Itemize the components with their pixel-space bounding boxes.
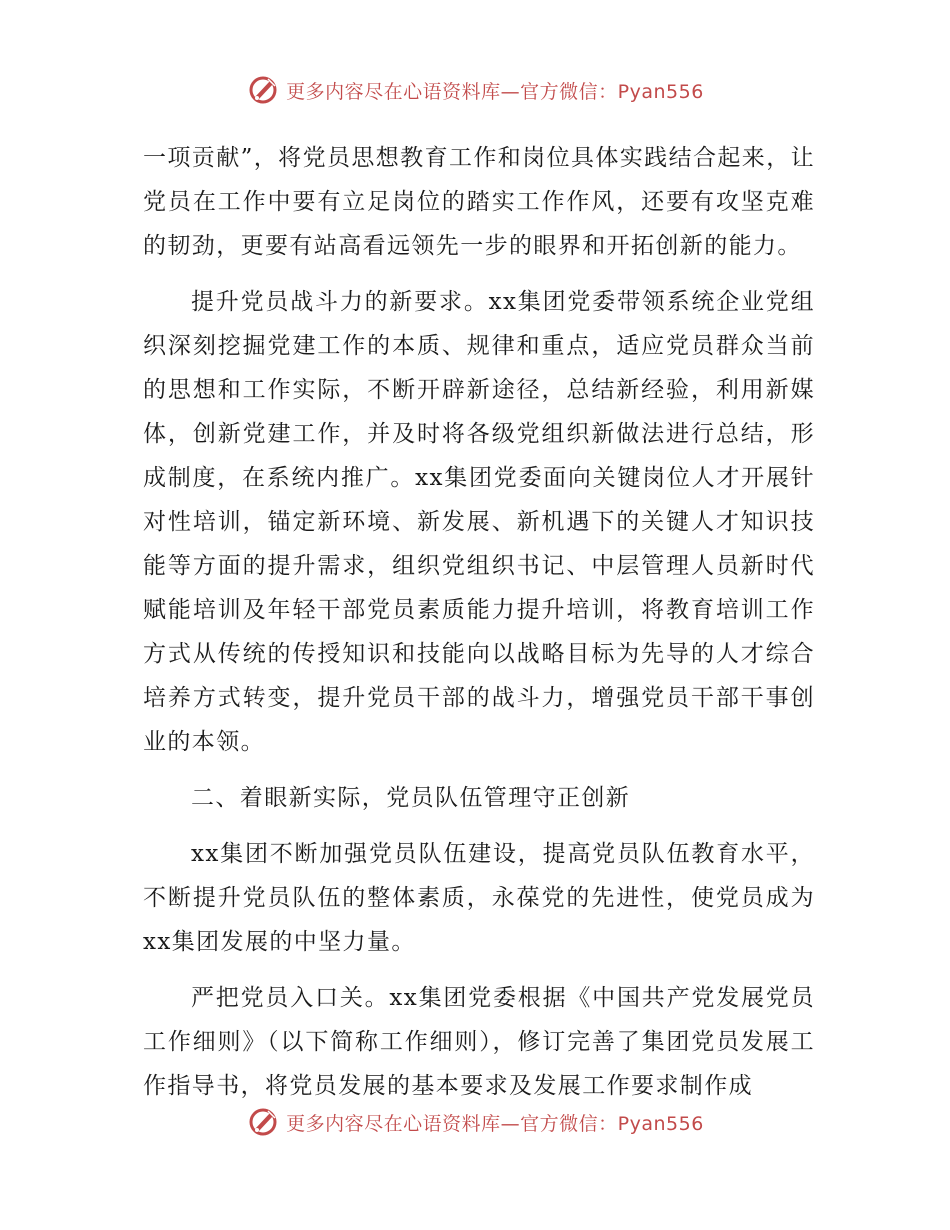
- watermark-text: 更多内容尽在心语资料库—官方微信：Pyan556: [286, 1112, 704, 1135]
- paragraph: 提升党员战斗力的新要求。xx集团党委带领系统企业党组织深刻挖掘党建工作的本质、规律和重点，适应党员群众当前的思想和工作实际，不断开辟新途径，总结新经验，利用新媒体，创新党建工作，并及时将各级党组织新做法进行总结，形成制度，在系统内推广。xx集团党委面向关键岗位人才开展针对性培训，锚定新环境、新发展、新机遇下的关键人才知识技能等方面的提升需求，组织党组织书记、中层管理人员新时代赋能培训及年轻干部党员素质能力提升培训，将教育培训工作方式从传统的传授知识和技能向以战略目标为先导的人才综合培养方式转变，提升党员干部的战斗力，增强党员干部干事创业的本领。: [143, 289, 815, 755]
- watermark-text: 更多内容尽在心语资料库—官方微信：Pyan556: [286, 80, 704, 103]
- header-watermark: [0, 70, 950, 110]
- paragraph: 一项贡献”，将党员思想教育工作和岗位具体实践结合起来，让党员在工作中要有立足岗位的踏实工作作风，还要有攻坚克难的韧劲，更要有站高看远领先一步的眼界和开拓创新的能力。: [143, 145, 815, 259]
- paragraph: xx集团不断加强党员队伍建设，提高党员队伍教育水平，不断提升党员队伍的整体素质，永葆党的先进性，使党员成为xx集团发展的中坚力量。: [143, 841, 815, 955]
- watermark-logo-icon: [246, 1105, 280, 1139]
- paragraph: 严把党员入口关。xx集团党委根据《中国共产党发展党员工作细则》（以下简称工作细则），修订完善了集团党员发展工作指导书，将党员发展的基本要求及发展工作要求制作成: [143, 985, 815, 1099]
- section-heading: 二、着眼新实际，党员队伍管理守正创新: [191, 785, 631, 811]
- footer-watermark: [0, 1102, 950, 1142]
- watermark-logo-icon: [246, 73, 280, 107]
- document-body: [143, 136, 815, 1120]
